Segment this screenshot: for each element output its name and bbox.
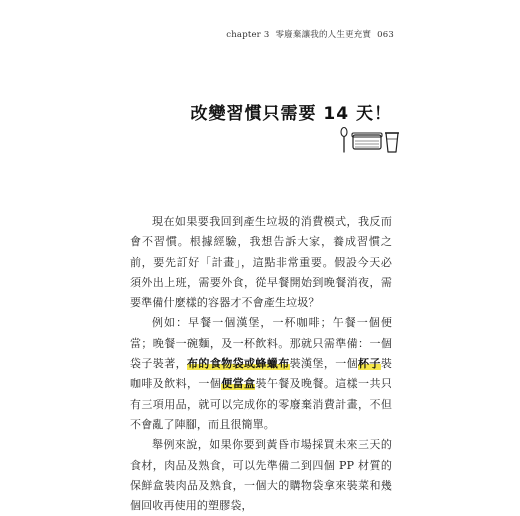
paragraph-2-text: 裝午餐及晚餐。這樣一共只有三項用品，就可以完成你的零廢棄消費計畫，不但不會亂了陣腳，而且很簡單。 (130, 377, 393, 431)
paragraph-2 (130, 313, 392, 435)
paragraph-2-text: 裝咖啡及飲料，一個 (130, 357, 392, 391)
paragraph-2-text: 裝漢堡，一個 (289, 357, 359, 371)
page-number: 063 (377, 30, 394, 40)
body-text (130, 212, 392, 516)
lunchbox-icon (352, 133, 382, 149)
illustration (335, 126, 401, 156)
paragraph-1: 現在如果要我回到產生垃圾的消費模式，我反而會不習慣。根據經驗，我想告訴大家，養成習慣之前，要先訂好「計畫」，這點非常重要。假設今天必須外出上班，需要外食，從早餐開始到晚餐消夜，需要準備什麼樣的容器才不會產生垃圾？ (130, 215, 392, 310)
highlight-cloth-bag: 布的食物袋或蜂蠟布 (187, 357, 290, 371)
cup-icon (385, 133, 399, 152)
spoon-icon (341, 128, 347, 153)
chapter-title: 零廢棄讓我的人生更充實 (275, 30, 372, 40)
chapter-label: chapter 3 (226, 30, 270, 40)
highlight-cup: 杯子 (358, 357, 381, 371)
section-heading: 改變習慣只需要 14 天！ (190, 104, 392, 124)
paragraph-3: 舉例來說，如果你要到黃昏市場採買未來三天的食材，肉品及熟食，可以先準備二到四個 PP 材質的保鮮盒裝肉品及熟食，一個大的購物袋拿來裝菜和幾個回收再使用的塑膠袋， (130, 438, 392, 513)
running-header (226, 28, 394, 40)
highlight-lunchbox: 便當盒 (221, 377, 256, 391)
paragraph-2-text: 例如：早餐一個漢堡，一杯咖啡；午餐一個便當；晚餐一碗麵，及一杯飲料。那就只需準備：一個袋子裝著， (130, 316, 392, 371)
